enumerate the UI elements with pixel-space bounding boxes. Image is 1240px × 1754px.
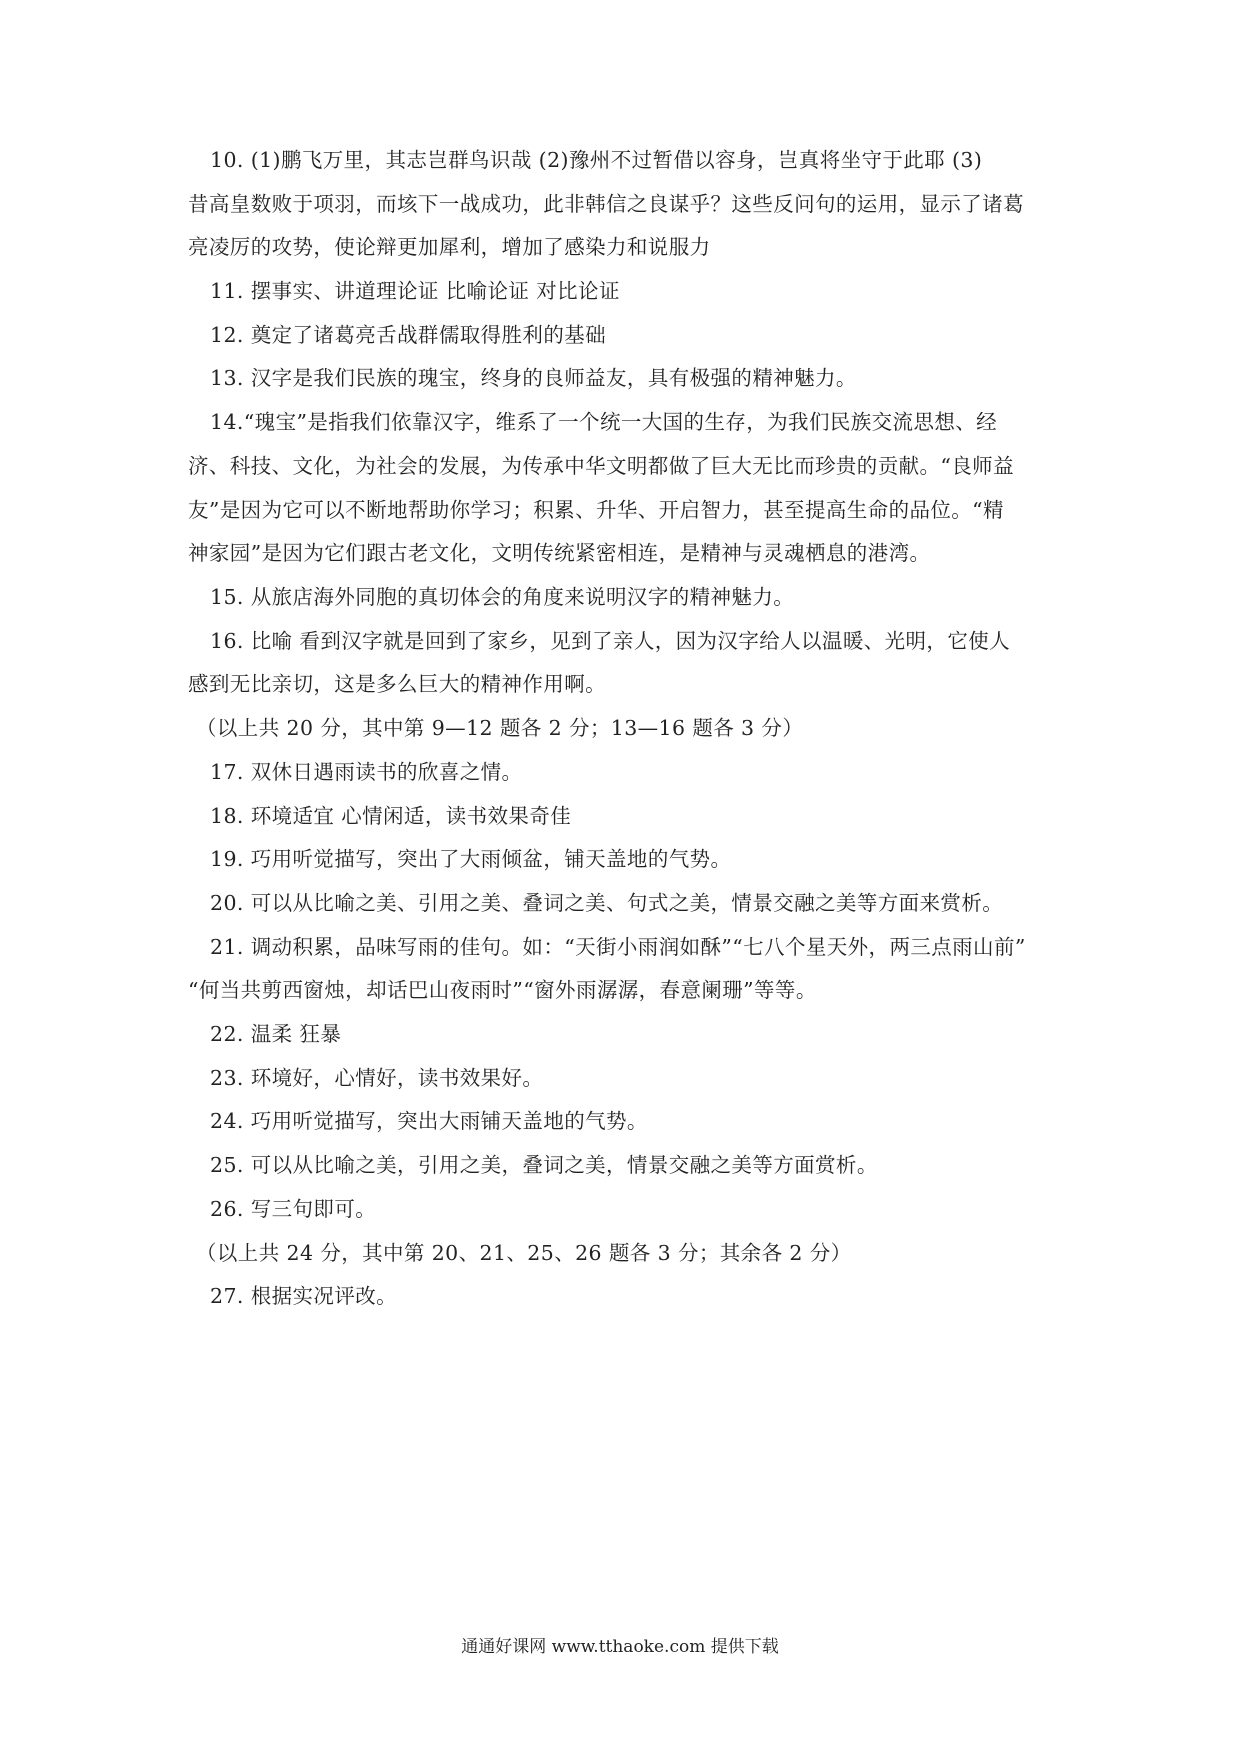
footer-credit: 通通好课网 www.tthaoke.com 提供下载 <box>461 1637 779 1657</box>
answer-15: 15. 从旅店海外同胞的真切体会的角度来说明汉字的精神魅力。 <box>210 585 795 609</box>
answer-12: 12. 奠定了诸葛亮舌战群儒取得胜利的基础 <box>210 323 607 347</box>
answer-10-line-2: 昔高皇数败于项羽，而垓下一战成功，此非韩信之良谋乎？这些反问句的运用，显示了诸葛 <box>188 192 1024 216</box>
answer-22: 22. 温柔 狂暴 <box>210 1022 342 1046</box>
answer-21-line-1: 21. 调动积累，品味写雨的佳句。如：“天街小雨润如酥”“七八个星天外，两三点雨山前” <box>210 935 1026 959</box>
answer-18: 18. 环境适宜 心情闲适，读书效果奇佳 <box>210 804 572 828</box>
answer-21-line-2: “何当共剪西窗烛，却话巴山夜雨时”“窗外雨潺潺，春意阑珊”等等。 <box>188 978 817 1002</box>
answer-16-line-2: 感到无比亲切，这是多么巨大的精神作用啊。 <box>188 672 606 696</box>
answer-27: 27. 根据实况评改。 <box>210 1284 398 1308</box>
answer-14-line-3: 友”是因为它可以不断地帮助你学习；积累、升华、开启智力，甚至提高生命的品位。“精 <box>188 498 1004 522</box>
answer-10-line-3: 亮凌厉的攻势，使论辩更加犀利，增加了感染力和说服力 <box>188 235 711 259</box>
answer-25: 25. 可以从比喻之美，引用之美，叠词之美，情景交融之美等方面赏析。 <box>210 1153 878 1177</box>
answer-26: 26. 写三句即可。 <box>210 1197 377 1221</box>
score-note-2: （以上共 24 分，其中第 20、21、25、26 题各 3 分；其余各 2 分） <box>196 1241 852 1265</box>
score-note-1: （以上共 20 分，其中第 9—12 题各 2 分；13—16 题各 3 分） <box>196 716 804 740</box>
answer-10-line-1: 10. (1)鹏飞万里，其志岂群鸟识哉 (2)豫州不过暂借以容身，岂真将坐守于此耶 (3) <box>210 148 983 172</box>
answer-17: 17. 双休日遇雨读书的欣喜之情。 <box>210 760 523 784</box>
answer-14-line-2: 济、科技、文化，为社会的发展，为传承中华文明都做了巨大无比而珍贵的贡献。“良师益 <box>188 454 1014 478</box>
answer-13: 13. 汉字是我们民族的瑰宝，终身的良师益友，具有极强的精神魅力。 <box>210 366 857 390</box>
answer-23: 23. 环境好，心情好，读书效果好。 <box>210 1066 544 1090</box>
answer-14-line-1: 14.“瑰宝”是指我们依靠汉字，维系了一个统一大国的生存，为我们民族交流思想、经 <box>210 410 998 434</box>
answer-24: 24. 巧用听觉描写，突出大雨铺天盖地的气势。 <box>210 1109 648 1133</box>
answer-14-line-4: 神家园”是因为它们跟古老文化，文明传统紧密相连，是精神与灵魂栖息的港湾。 <box>188 541 931 565</box>
answer-20: 20. 可以从比喻之美、引用之美、叠词之美、句式之美，情景交融之美等方面来赏析。 <box>210 891 1004 915</box>
answer-11: 11. 摆事实、讲道理论证 比喻论证 对比论证 <box>210 279 620 303</box>
answer-16-line-1: 16. 比喻 看到汉字就是回到了家乡，见到了亲人，因为汉字给人以温暖、光明，它使人 <box>210 629 1011 653</box>
answer-19: 19. 巧用听觉描写，突出了大雨倾盆，铺天盖地的气势。 <box>210 847 732 871</box>
